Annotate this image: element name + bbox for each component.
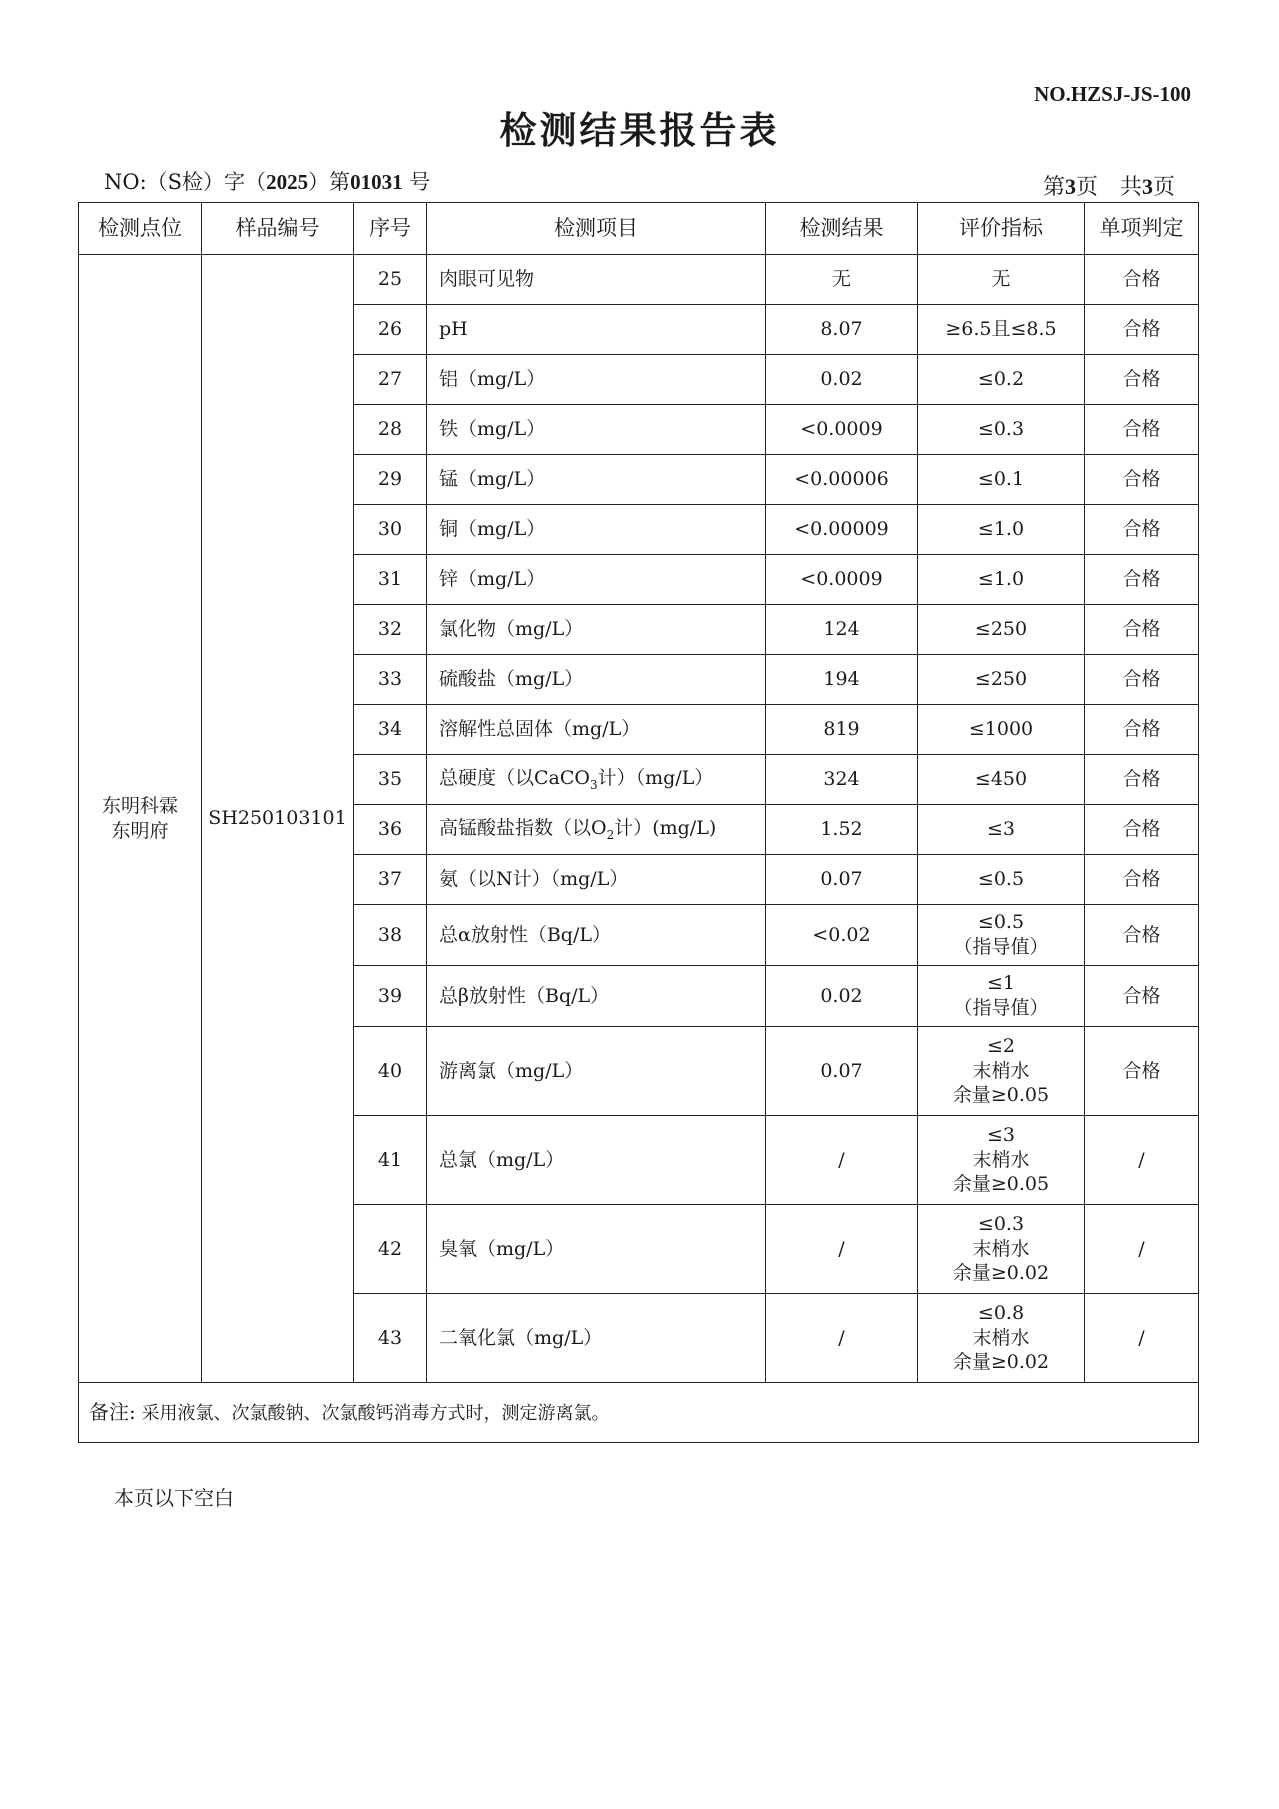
result-cell: 无	[766, 255, 918, 305]
standard-line: 末梢水	[972, 1059, 1030, 1082]
standard-cell	[918, 405, 1085, 455]
verdict-cell: /	[1085, 1205, 1199, 1294]
row-no-cell: 26	[354, 305, 427, 355]
row-no-cell: 29	[354, 455, 427, 505]
result-cell: <0.02	[766, 905, 918, 966]
table-header-row	[79, 203, 1199, 255]
row-no-cell: 33	[354, 655, 427, 705]
standard-line: ≤1.0	[977, 568, 1025, 591]
standard-line: （指导值）	[953, 997, 1049, 1019]
verdict-cell: 合格	[1085, 1027, 1199, 1116]
standard-line: （指导值）	[953, 936, 1049, 958]
row-no-cell: 28	[354, 405, 427, 455]
result-cell: /	[766, 1294, 918, 1383]
item-cell: 臭氧（mg/L）	[427, 1205, 766, 1294]
page-mid: 页 共	[1075, 175, 1142, 200]
standard-line: ≤0.5	[977, 911, 1025, 934]
sample-id-cell: SH250103101	[202, 255, 354, 1383]
note-text: 采用液氯、次氯酸钠、次氯酸钙消毒方式时，测定游离氯。	[141, 1403, 610, 1425]
result-cell: /	[766, 1205, 918, 1294]
standard-line: 余量≥0.05	[952, 1084, 1050, 1107]
report-no-mid: ）第	[308, 170, 351, 194]
report-number	[104, 166, 430, 196]
item-cell: 硫酸盐（mg/L）	[427, 655, 766, 705]
standard-line: ≤1	[986, 972, 1015, 995]
item-text-pre: 高锰酸盐指数（以O	[439, 816, 607, 839]
result-cell: 0.07	[766, 855, 918, 905]
standard-cell	[918, 805, 1085, 855]
standard-cell	[918, 255, 1085, 305]
standard-line: 余量≥0.02	[952, 1262, 1050, 1285]
page-current: 3	[1064, 174, 1076, 199]
verdict-cell: 合格	[1085, 255, 1199, 305]
note-cell	[79, 1383, 1199, 1443]
row-no-cell: 36	[354, 805, 427, 855]
standard-cell	[918, 355, 1085, 405]
report-no-suffix: 号	[402, 170, 431, 194]
standard-line: 无	[991, 268, 1011, 291]
location-line-1: 东明科霖	[101, 794, 178, 817]
verdict-cell: 合格	[1085, 405, 1199, 455]
standard-line: ≤1000	[968, 718, 1034, 741]
standard-cell	[918, 966, 1085, 1027]
item-cell: 总氯（mg/L）	[427, 1116, 766, 1205]
standard-line: 余量≥0.05	[952, 1173, 1050, 1196]
verdict-cell: 合格	[1085, 805, 1199, 855]
item-subscript: 3	[589, 777, 598, 792]
standard-cell	[918, 755, 1085, 805]
row-no-cell: 41	[354, 1116, 427, 1205]
result-cell: <0.0009	[766, 555, 918, 605]
standard-cell	[918, 555, 1085, 605]
standard-cell	[918, 1027, 1085, 1116]
col-header-verdict: 单项判定	[1085, 203, 1199, 255]
result-cell: <0.00009	[766, 505, 918, 555]
note-label: 备注:	[89, 1400, 136, 1425]
result-cell: <0.0009	[766, 405, 918, 455]
standard-cell	[918, 455, 1085, 505]
item-cell: 铝（mg/L）	[427, 355, 766, 405]
col-header-standard: 评价指标	[918, 203, 1085, 255]
item-cell: 锌（mg/L）	[427, 555, 766, 605]
verdict-cell: 合格	[1085, 755, 1199, 805]
standard-line: ≤0.8	[977, 1301, 1025, 1324]
row-no-cell: 37	[354, 855, 427, 905]
standard-line: ≤0.3	[977, 1212, 1025, 1235]
item-cell: 溶解性总固体（mg/L）	[427, 705, 766, 755]
row-no-cell: 27	[354, 355, 427, 405]
verdict-cell: 合格	[1085, 905, 1199, 966]
location-line-2: 东明府	[111, 819, 169, 842]
standard-cell	[918, 655, 1085, 705]
row-no-cell: 30	[354, 505, 427, 555]
item-cell	[427, 755, 766, 805]
standard-line: ≤3	[986, 1123, 1015, 1146]
standard-cell	[918, 1205, 1085, 1294]
item-cell: 肉眼可见物	[427, 255, 766, 305]
standard-line: ≤1.0	[977, 518, 1025, 541]
col-header-sample-id: 样品编号	[202, 203, 354, 255]
location-cell	[79, 255, 202, 1383]
result-cell: 194	[766, 655, 918, 705]
verdict-cell: 合格	[1085, 355, 1199, 405]
item-cell: 二氧化氯（mg/L）	[427, 1294, 766, 1383]
result-cell: <0.00006	[766, 455, 918, 505]
result-cell: 324	[766, 755, 918, 805]
standard-line: ≤0.5	[977, 868, 1025, 891]
item-text-post: 计）（mg/L）	[597, 766, 714, 789]
standard-cell	[918, 605, 1085, 655]
row-no-cell: 35	[354, 755, 427, 805]
page-title: 检测结果报告表	[499, 108, 780, 152]
verdict-cell: 合格	[1085, 305, 1199, 355]
row-no-cell: 42	[354, 1205, 427, 1294]
result-cell: 124	[766, 605, 918, 655]
verdict-cell: 合格	[1085, 705, 1199, 755]
standard-line: ≤2	[986, 1034, 1015, 1057]
standard-line: ≥6.5且≤8.5	[945, 318, 1057, 341]
standard-cell	[918, 1294, 1085, 1383]
item-text-pre: 总硬度（以CaCO	[439, 766, 590, 789]
result-cell: 0.02	[766, 966, 918, 1027]
row-no-cell: 31	[354, 555, 427, 605]
result-cell: 0.07	[766, 1027, 918, 1116]
item-cell: pH	[427, 305, 766, 355]
standard-line: ≤450	[974, 768, 1028, 791]
standard-cell	[918, 855, 1085, 905]
item-cell: 氯化物（mg/L）	[427, 605, 766, 655]
result-cell: 8.07	[766, 305, 918, 355]
row-no-cell: 38	[354, 905, 427, 966]
row-no-cell: 40	[354, 1027, 427, 1116]
standard-line: 末梢水	[972, 1237, 1030, 1260]
verdict-cell: 合格	[1085, 655, 1199, 705]
standard-cell	[918, 505, 1085, 555]
item-cell: 氨（以N计）（mg/L）	[427, 855, 766, 905]
item-text-post: 计）(mg/L)	[614, 816, 717, 839]
table-row	[79, 255, 1199, 305]
page-prefix: 第	[1042, 175, 1065, 200]
result-cell: 1.52	[766, 805, 918, 855]
standard-line: ≤250	[974, 618, 1028, 641]
results-table	[78, 202, 1199, 1443]
item-cell: 铁（mg/L）	[427, 405, 766, 455]
standard-line: 末梢水	[972, 1326, 1030, 1349]
verdict-cell: /	[1085, 1116, 1199, 1205]
seal-stamp-fragment	[1251, 720, 1279, 980]
row-no-cell: 25	[354, 255, 427, 305]
standard-cell	[918, 305, 1085, 355]
row-no-cell: 34	[354, 705, 427, 755]
standard-line: ≤0.2	[977, 368, 1025, 391]
col-header-no: 序号	[354, 203, 427, 255]
row-no-cell: 39	[354, 966, 427, 1027]
item-cell	[427, 805, 766, 855]
standard-line: ≤3	[986, 818, 1015, 841]
item-subscript: 2	[606, 827, 615, 842]
result-cell: /	[766, 1116, 918, 1205]
result-cell: 0.02	[766, 355, 918, 405]
row-no-cell: 32	[354, 605, 427, 655]
standard-cell	[918, 905, 1085, 966]
standard-line: ≤250	[974, 668, 1028, 691]
verdict-cell: 合格	[1085, 855, 1199, 905]
item-cell: 总β放射性（Bq/L）	[427, 966, 766, 1027]
page-info	[1043, 170, 1175, 201]
standard-cell	[918, 1116, 1085, 1205]
col-header-location: 检测点位	[79, 203, 202, 255]
standard-line: 余量≥0.02	[952, 1351, 1050, 1374]
result-cell: 819	[766, 705, 918, 755]
verdict-cell: 合格	[1085, 605, 1199, 655]
verdict-cell: 合格	[1085, 455, 1199, 505]
verdict-cell: 合格	[1085, 966, 1199, 1027]
item-cell: 游离氯（mg/L）	[427, 1027, 766, 1116]
item-cell: 总α放射性（Bq/L）	[427, 905, 766, 966]
report-no-prefix: NO:（S检）字（	[104, 170, 267, 194]
document-code: NO.HZSJ-JS-100	[1034, 82, 1191, 106]
standard-line: ≤0.1	[977, 468, 1025, 491]
col-header-item: 检测项目	[427, 203, 766, 255]
verdict-cell: 合格	[1085, 505, 1199, 555]
standard-line: 末梢水	[972, 1148, 1030, 1171]
blank-page-note: 本页以下空白	[114, 1486, 234, 1510]
row-no-cell: 43	[354, 1294, 427, 1383]
page-total: 3	[1141, 174, 1153, 199]
note-row	[79, 1383, 1199, 1443]
standard-cell	[918, 705, 1085, 755]
item-cell: 铜（mg/L）	[427, 505, 766, 555]
verdict-cell: /	[1085, 1294, 1199, 1383]
col-header-result: 检测结果	[766, 203, 918, 255]
verdict-cell: 合格	[1085, 555, 1199, 605]
item-cell: 锰（mg/L）	[427, 455, 766, 505]
report-no-num: 01031	[350, 170, 403, 194]
report-no-year: 2025	[266, 170, 309, 194]
page-suffix: 页	[1152, 175, 1175, 200]
standard-line: ≤0.3	[977, 418, 1025, 441]
